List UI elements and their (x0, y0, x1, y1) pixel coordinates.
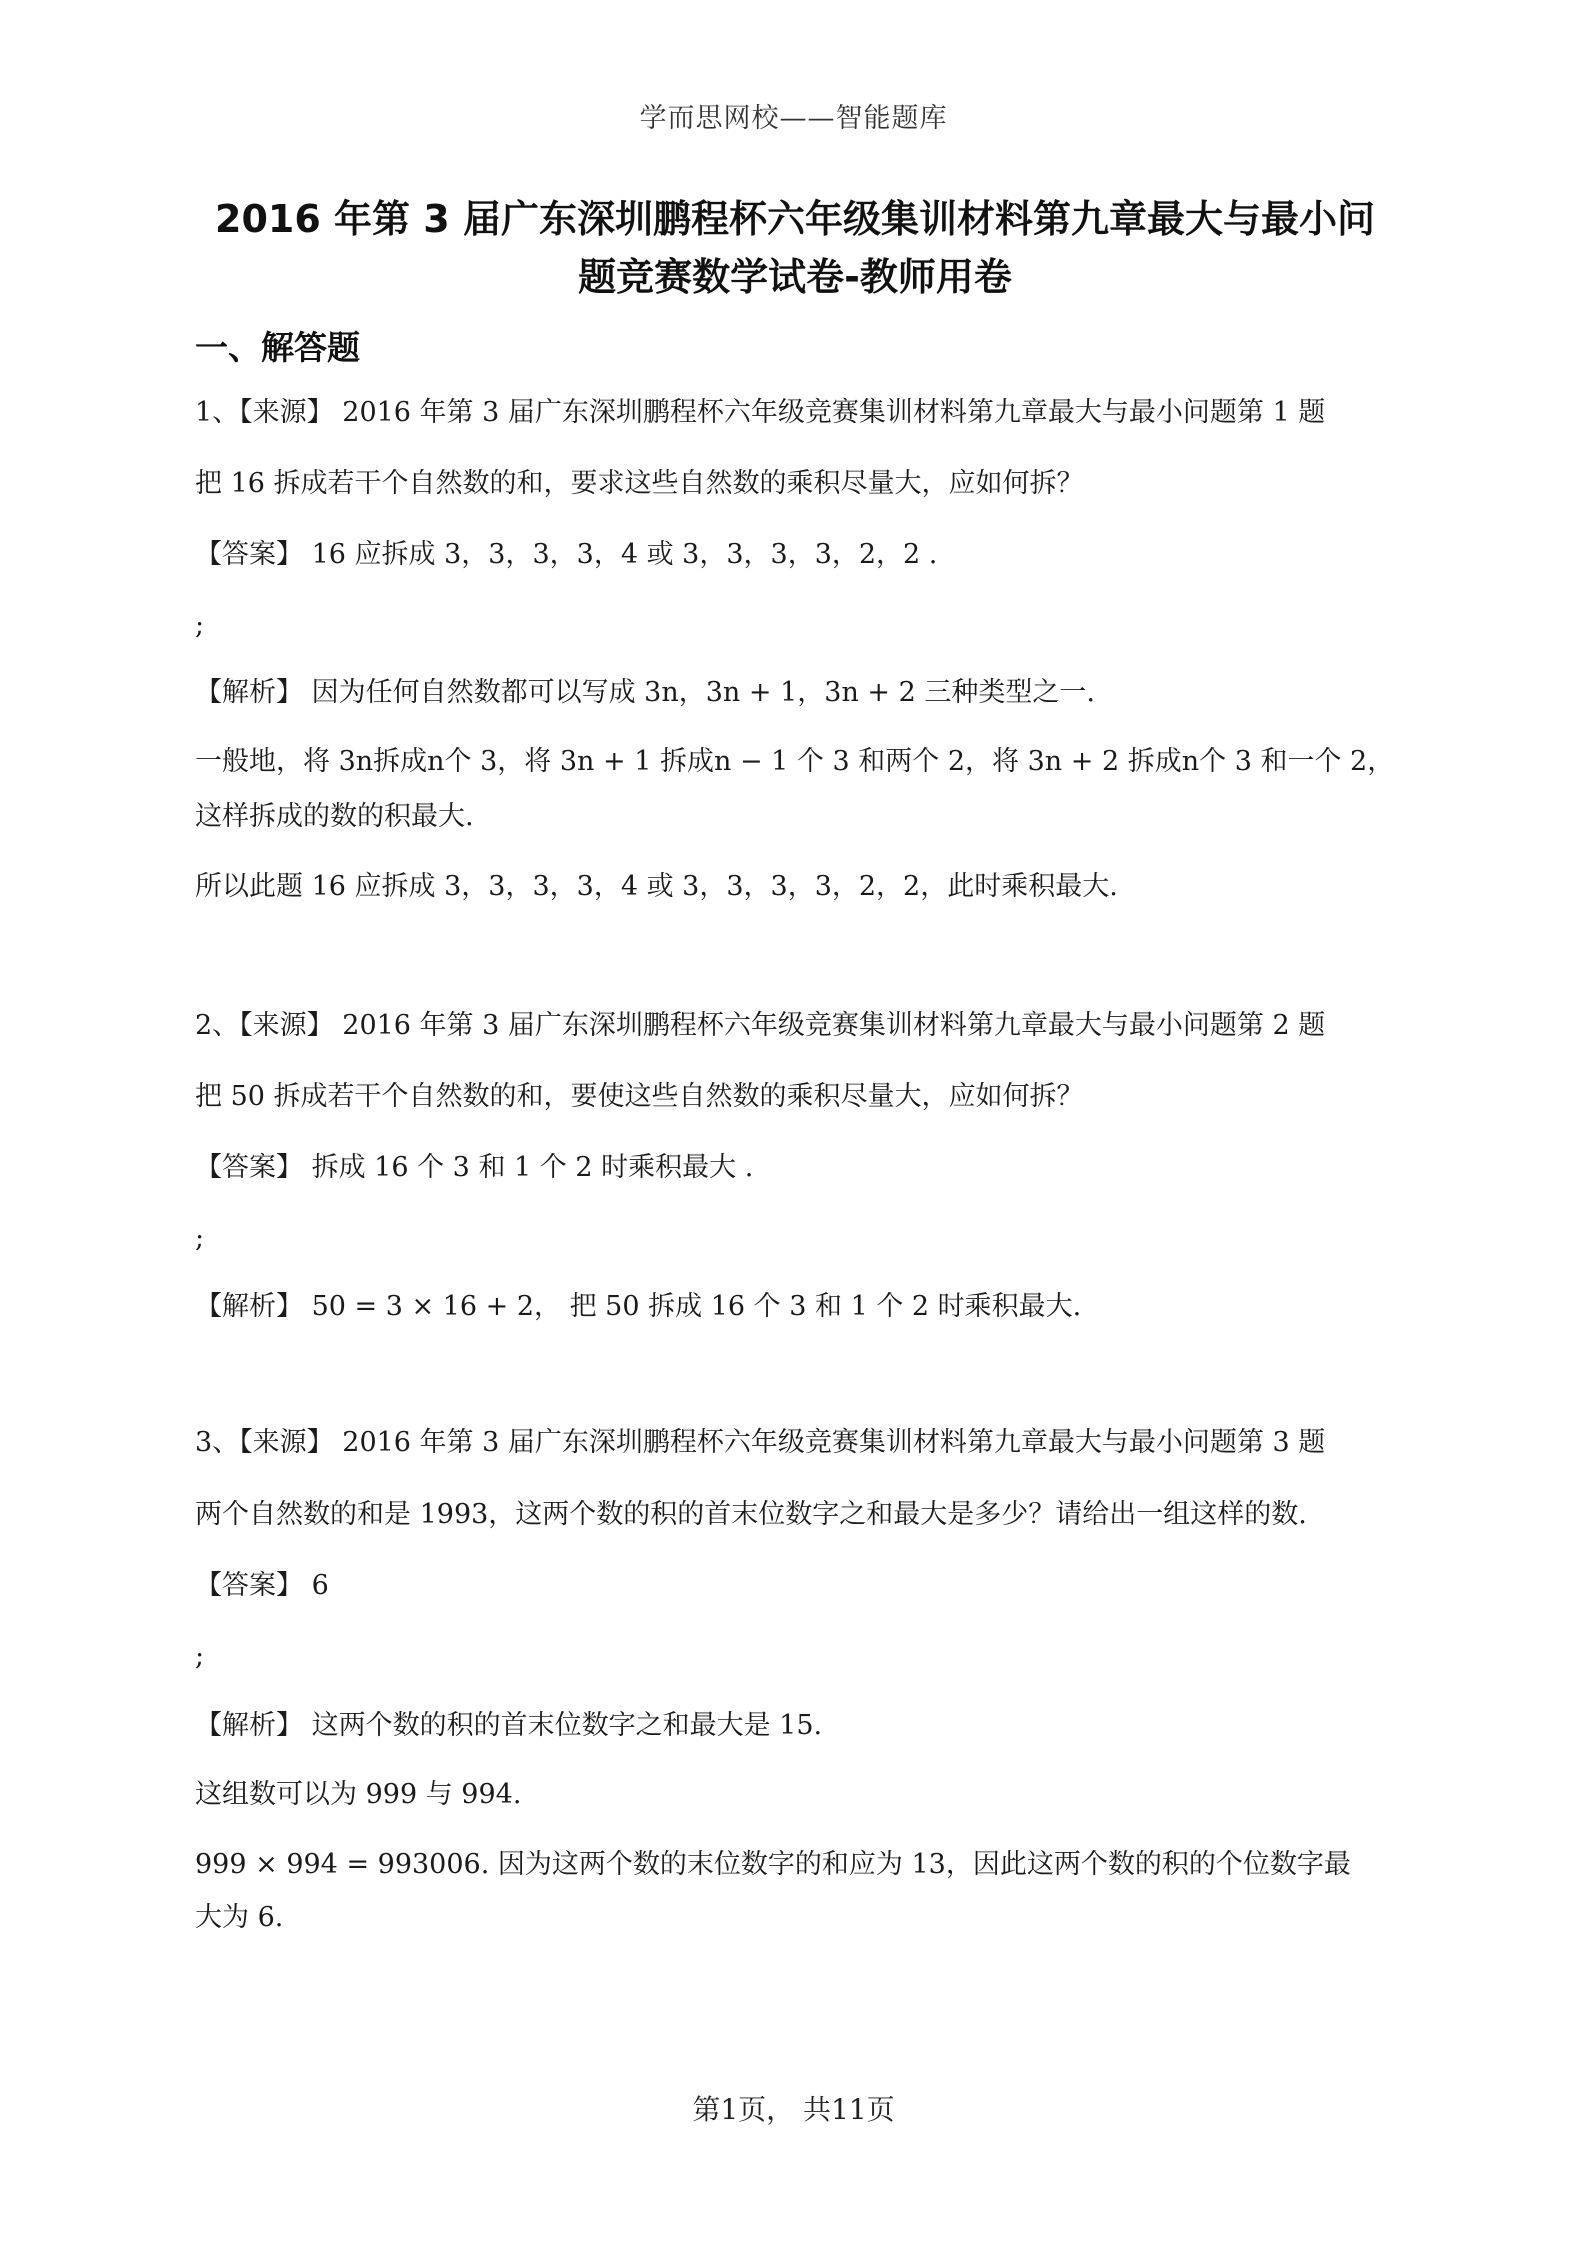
title-line-1: 2016 年第 3 届广东深圳鹏程杯六年级集训材料第九章最大与最小问 (215, 197, 1375, 241)
q2-source: 2、【来源】 2016 年第 3 届广东深圳鹏程杯六年级竞赛集训材料第九章最大与最小问题第 2 题 (195, 1010, 1326, 1041)
q1-source: 1、【来源】 2016 年第 3 届广东深圳鹏程杯六年级竞赛集训材料第九章最大与最小问题第 1 题 (195, 397, 1326, 428)
q2-analysis-1: 【解析】 50 = 3 × 16 + 2， 把 50 拆成 16 个 3 和 1 个 2 时乘积最大. (195, 1291, 1082, 1322)
q3-analysis-2: 这组数可以为 999 与 994. (195, 1779, 522, 1810)
q1-question: 把 16 拆成若干个自然数的和，要求这些自然数的乘积尽量大，应如何拆？ (195, 468, 1084, 499)
q1-separator: ; (195, 610, 205, 641)
page-header: 学而思网校——智能题库 (639, 103, 948, 134)
document-title (195, 190, 1395, 306)
q1-analysis-1: 【解析】 因为任何自然数都可以写成 3n，3n + 1，3n + 2 三种类型之一. (195, 677, 1095, 708)
q3-question: 两个自然数的和是 1993，这两个数的积的首末位数字之和最大是多少？请给出一组这样的数. (195, 1499, 1307, 1530)
q2-answer: 【答案】 拆成 16 个 3 和 1 个 2 时乘积最大 . (195, 1152, 754, 1183)
q1-analysis-2: 一般地，将 3n拆成n个 3，将 3n + 1 拆成n − 1 个 3 和两个 2，将 3n + 2 拆成n个 3 和一个 2， (195, 746, 1395, 777)
q3-analysis-4: 大为 6. (195, 1902, 284, 1933)
q3-source: 3、【来源】 2016 年第 3 届广东深圳鹏程杯六年级竞赛集训材料第九章最大与最小问题第 3 题 (195, 1427, 1326, 1458)
title-line-2: 题竞赛数学试卷-教师用卷 (578, 255, 1012, 299)
page-footer: 第1页， 共11页 (692, 2093, 895, 2126)
q3-analysis-1: 【解析】 这两个数的积的首末位数字之和最大是 15. (195, 1710, 823, 1741)
q3-separator: ; (195, 1641, 205, 1672)
q1-analysis-3: 这样拆成的数的积最大. (195, 801, 474, 832)
q3-analysis-3: 999 × 994 = 993006. 因为这两个数的末位数字的和应为 13，因此这两个数的积的个位数字最 (195, 1849, 1351, 1880)
q1-analysis-4: 所以此题 16 应拆成 3，3，3，3，4 或 3，3，3，3，2，2，此时乘积最大. (195, 871, 1118, 902)
q2-question: 把 50 拆成若干个自然数的和，要使这些自然数的乘积尽量大，应如何拆？ (195, 1081, 1084, 1112)
q3-answer: 【答案】 6 (195, 1570, 329, 1601)
q1-answer: 【答案】 16 应拆成 3，3，3，3，4 或 3，3，3，3，2，2 . (195, 539, 938, 570)
q2-separator: ; (195, 1223, 205, 1254)
section-title: 一、解答题 (195, 328, 360, 367)
